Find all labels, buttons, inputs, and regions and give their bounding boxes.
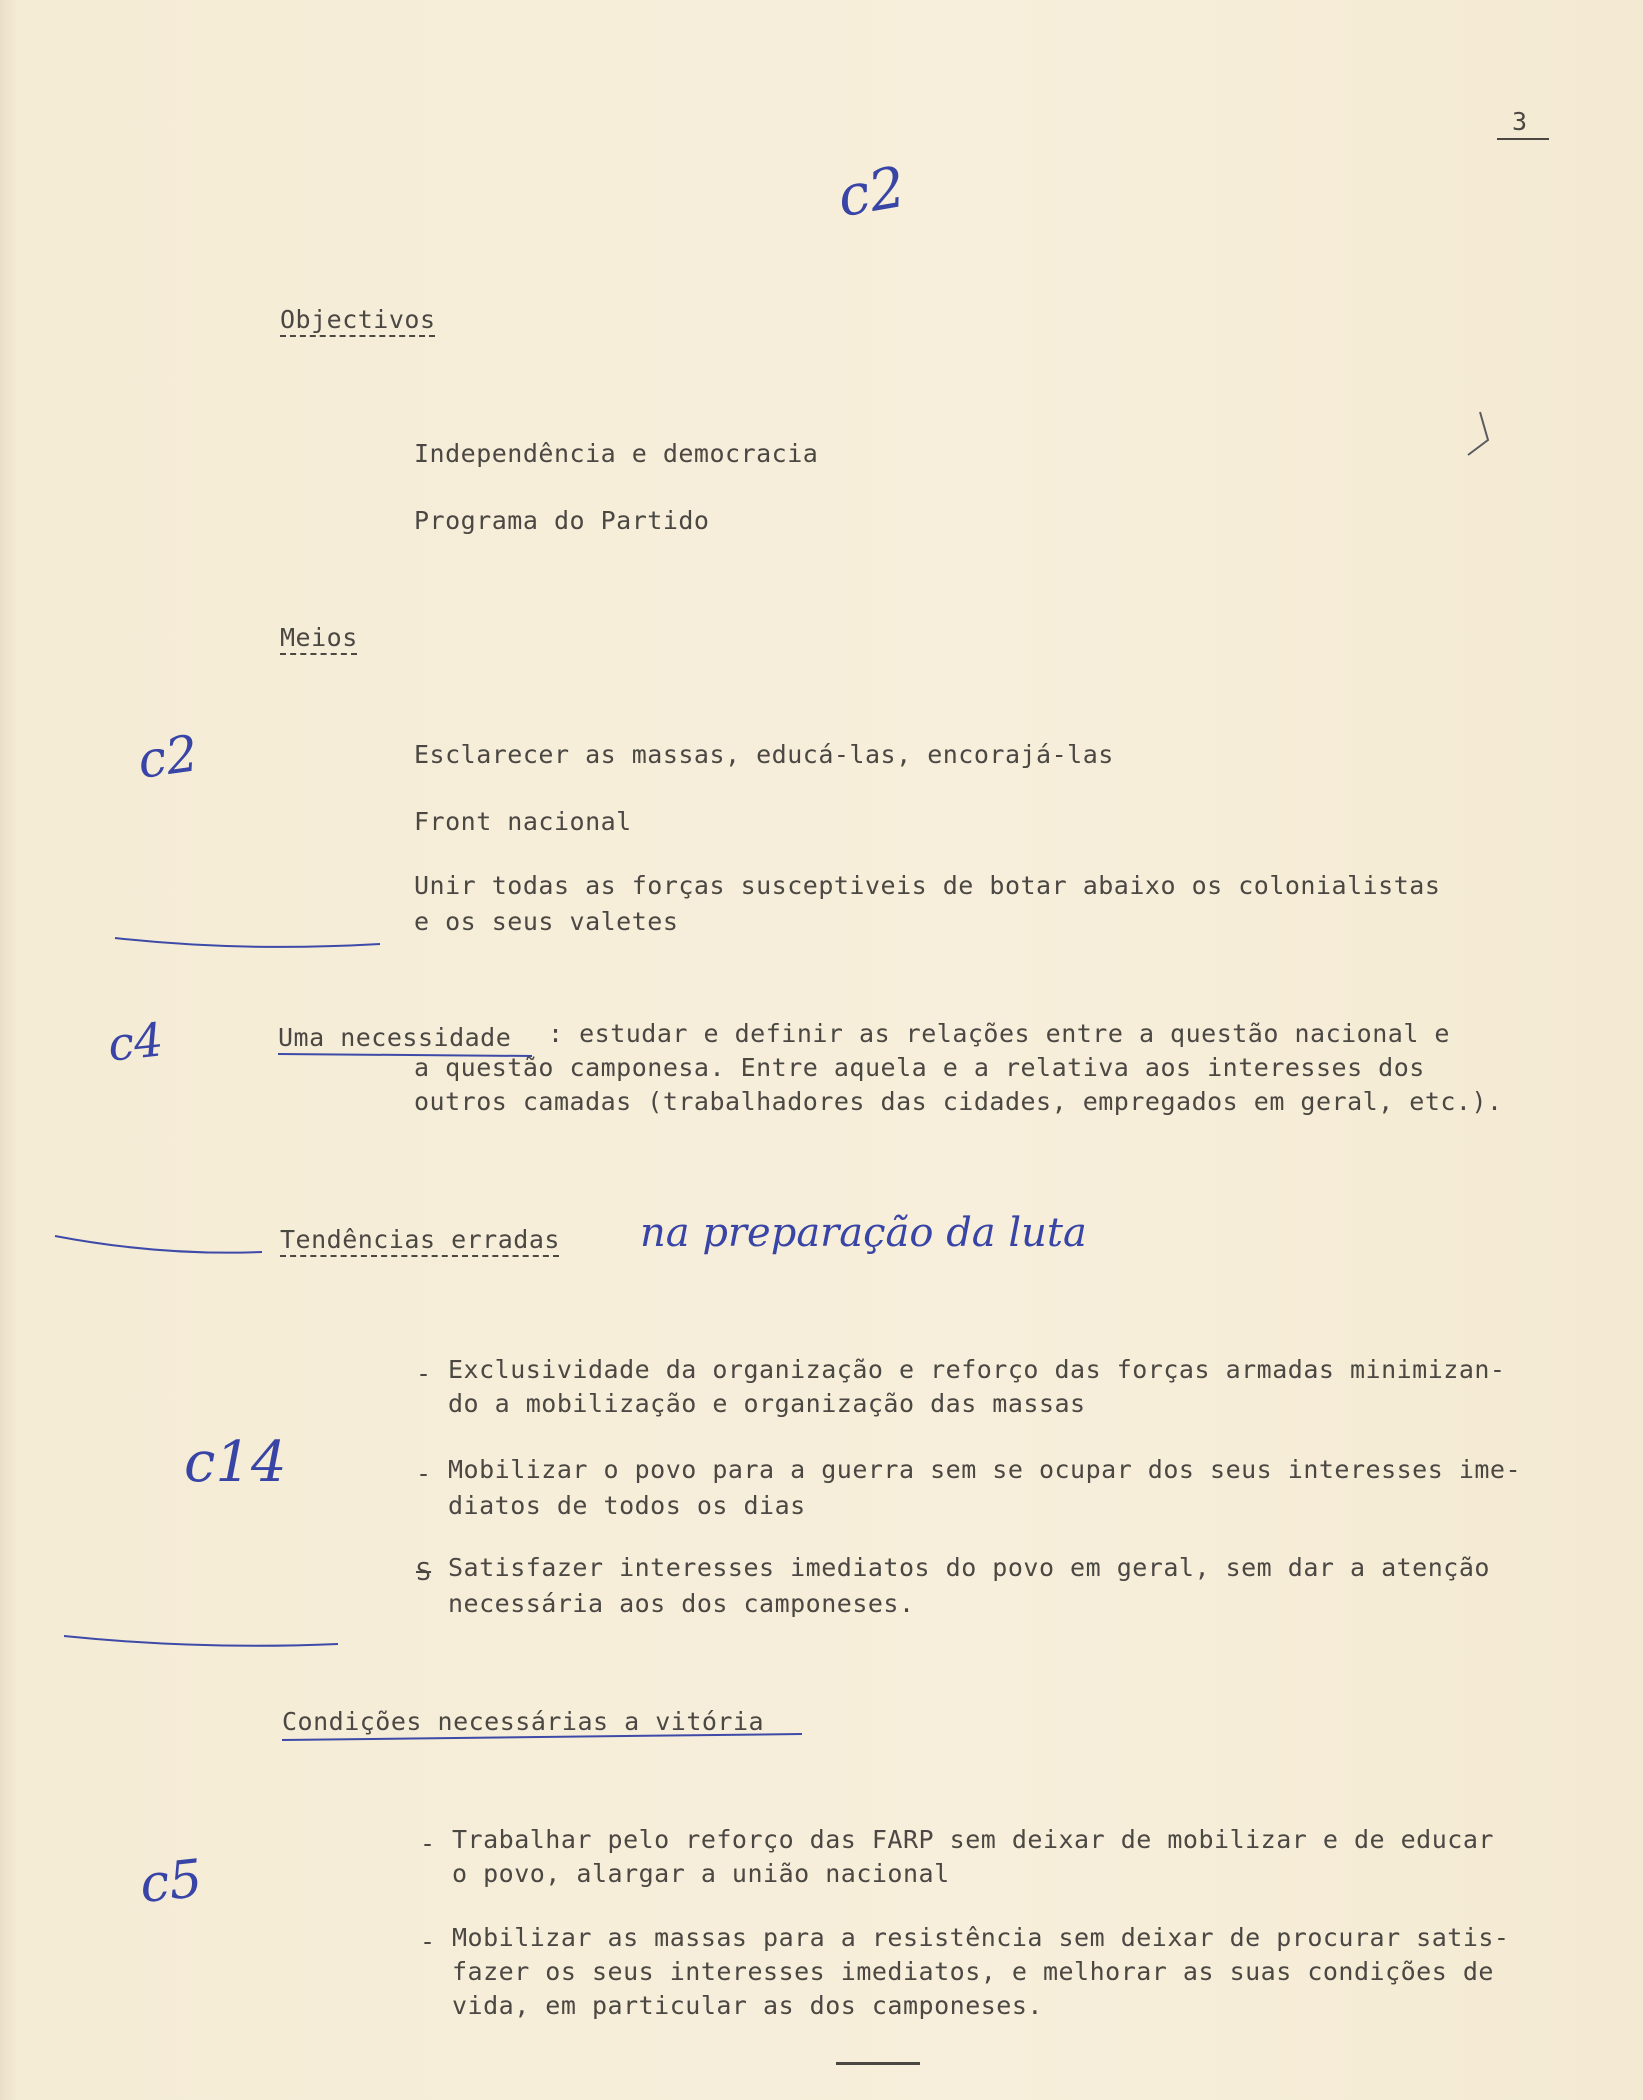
tendencias-item-line: do a mobilização e organização das massas bbox=[448, 1389, 1086, 1418]
handwritten-mark-meios: c2 bbox=[134, 724, 202, 790]
bullet: - bbox=[416, 1459, 432, 1488]
meios-item: Unir todas as forças susceptiveis de botar abaixo os colonialistas bbox=[414, 871, 1441, 900]
meios-item: e os seus valetes bbox=[414, 907, 679, 936]
heading-meios: Meios bbox=[280, 623, 358, 652]
heading-necessidade: Uma necessidade bbox=[278, 1023, 512, 1052]
objectivos-item: Programa do Partido bbox=[414, 506, 710, 535]
tendencias-item-line: Satisfazer interesses imediatos do povo em geral, sem dar a atenção bbox=[448, 1553, 1490, 1582]
tendencias-item-line: Exclusividade da organização e reforço das forças armadas minimizan- bbox=[448, 1355, 1506, 1384]
necessidade-line: outros camadas (trabalhadores das cidades, empregados em geral, etc.). bbox=[414, 1087, 1503, 1116]
pen-line-tendencias bbox=[55, 1236, 262, 1253]
bullet: - bbox=[420, 1927, 436, 1956]
handwritten-annotation-tendencias: na preparação da luta bbox=[640, 1210, 1087, 1256]
pen-line-satisfazer bbox=[64, 1636, 338, 1646]
objectivos-item: Independência e democracia bbox=[414, 439, 819, 468]
bullet: - bbox=[420, 1829, 436, 1858]
tendencias-item-line: Mobilizar o povo para a guerra sem se ocupar dos seus interesses ime- bbox=[448, 1455, 1522, 1484]
condicoes-item-line: Trabalhar pelo reforço das FARP sem deixar de mobilizar e de educar bbox=[452, 1825, 1494, 1854]
condicoes-item-line: o povo, alargar a união nacional bbox=[452, 1859, 950, 1888]
tendencias-item-line: necessária aos dos camponeses. bbox=[448, 1589, 915, 1618]
pen-line-meios bbox=[115, 938, 380, 947]
bullet: S bbox=[416, 1557, 432, 1586]
condicoes-item-line: fazer os seus interesses imediatos, e melhorar as suas condições de bbox=[452, 1957, 1494, 1986]
heading-tendencias: Tendências erradas bbox=[280, 1225, 560, 1254]
condicoes-item-line: Mobilizar as massas para a resistência sem deixar de procurar satis- bbox=[452, 1923, 1510, 1952]
pen-tick-top-right bbox=[1468, 412, 1488, 455]
necessidade-line: : estudar e definir as relações entre a questão nacional e bbox=[548, 1019, 1450, 1048]
handwritten-mark-condicoes: c5 bbox=[137, 1848, 206, 1916]
condicoes-item-line: vida, em particular as dos camponeses. bbox=[452, 1991, 1043, 2020]
page-number: 3 bbox=[1512, 107, 1528, 136]
heading-objectivos: Objectivos bbox=[280, 305, 436, 334]
meios-item: Front nacional bbox=[414, 807, 632, 836]
bullet: - bbox=[416, 1359, 432, 1388]
end-rule bbox=[836, 2062, 920, 2065]
handwritten-mark-necessidade: c4 bbox=[105, 1012, 166, 1072]
handwritten-mark-tendencias: c14 bbox=[184, 1430, 287, 1495]
tendencias-item-line: diatos de todos os dias bbox=[448, 1491, 806, 1520]
handwritten-mark-top: c2 bbox=[832, 154, 911, 231]
meios-item: Esclarecer as massas, educá-las, encorajá-las bbox=[414, 740, 1114, 769]
heading-condicoes: Condições necessárias a vitória bbox=[282, 1707, 765, 1736]
necessidade-line: a questão camponesa. Entre aquela e a relativa aos interesses dos bbox=[414, 1053, 1425, 1082]
